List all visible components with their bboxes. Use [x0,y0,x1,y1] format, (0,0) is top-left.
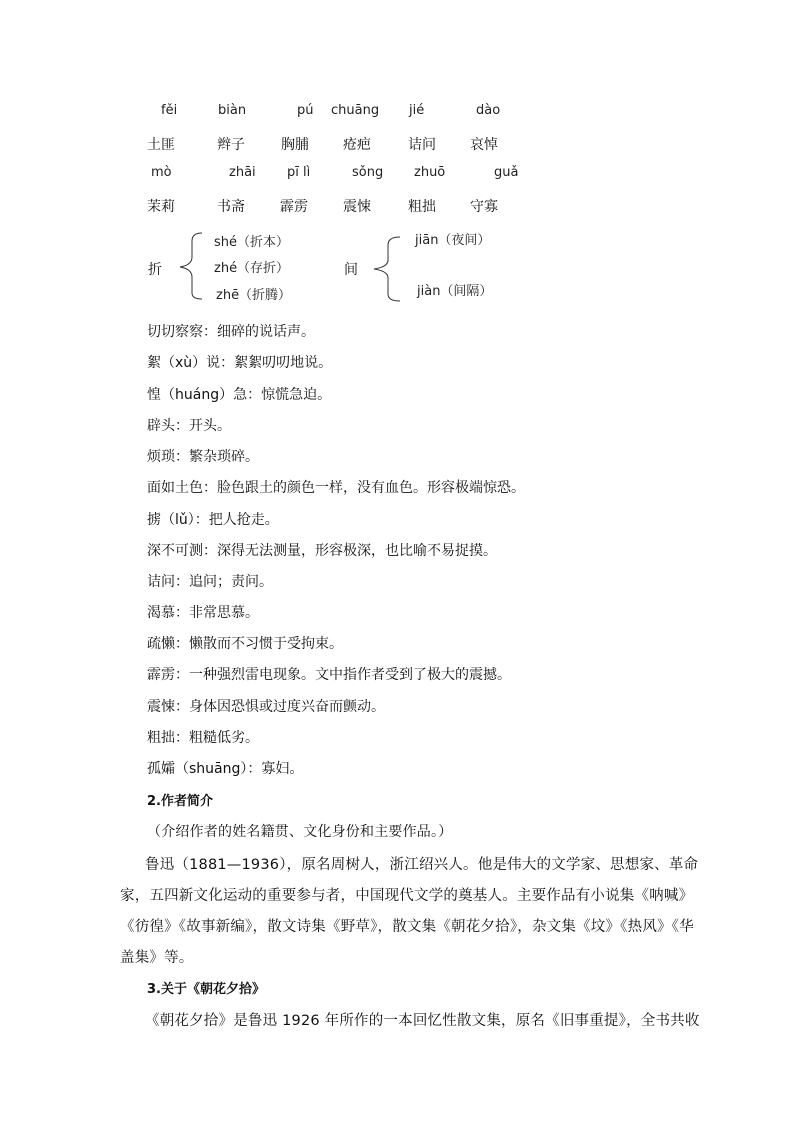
word-aidao: 哀悼 [470,137,498,153]
polyphone-char-zhe: 折 [148,262,162,278]
definition-item: 掳（lǔ）：把人抢走。 [147,512,279,528]
definition-item: 絮（xù）说：絮絮叨叨地说。 [147,355,333,371]
definition-item: 渴慕：非常思慕。 [147,605,259,621]
word-jiewen: 诘问 [408,137,436,153]
section-heading-author: 2.作者简介 [147,794,213,809]
word-xiongpu: 胸脯 [281,137,309,153]
section-heading-book: 3.关于《朝花夕拾》 [147,982,265,997]
definition-item: 辟头：开头。 [147,418,231,434]
definition-item: 烦琐：繁杂琐碎。 [147,449,259,465]
pinyin-pu: pú [297,103,314,118]
reading-jian4: jiàn（间隔） [417,284,493,299]
left-brace-zhe [174,230,206,302]
pinyin-dao: dào [476,103,501,118]
pinyin-pili: pī lì [287,165,311,180]
word-moli: 茉莉 [147,199,175,215]
word-bianzi: 辫子 [217,137,245,153]
pinyin-jie: jié [409,103,425,118]
definition-item: 孤孀（shuāng）：寡妇。 [147,761,304,777]
paragraph-line: 《彷徨》《故事新编》，散文诗集《野草》，散文集《朝花夕拾》，杂文集《坟》《热风》《华 [120,919,694,935]
word-shougua: 守寡 [470,199,498,215]
definition-item: 面如土色：脸色跟土的颜色一样，没有血色。形容极端惊恐。 [147,480,525,496]
paragraph-line: 《朝花夕拾》是鲁迅 1926 年所作的一本回忆性散文集，原名《旧事重提》，全书共收 [145,1013,700,1029]
definition-item: 疏懒：懒散而不习惯于受拘束。 [147,636,343,652]
paragraph-line: 家，五四新文化运动的重要参与者，中国现代文学的奠基人。主要作品有小说集《呐喊》 [120,888,694,904]
pinyin-mo: mò [151,165,172,180]
paragraph-line: 鲁迅（1881—1936），原名周树人，浙江绍兴人。他是伟大的文学家、思想家、革命 [145,857,699,873]
definition-item: 惶（huáng）急：惊慌急迫。 [147,387,332,403]
word-pili: 霹雳 [280,199,308,215]
left-brace-jian [368,234,404,304]
definition-item: 深不可测：深得无法测量，形容极深，也比喻不易捉摸。 [147,543,497,559]
word-shuzhai: 书斋 [217,199,245,215]
definition-item: 诘问：追问；责问。 [147,574,273,590]
word-tufei: 土匪 [147,137,175,153]
definition-item: 粗拙：粗糙低劣。 [147,730,259,746]
pinyin-bian: biàn [218,103,247,118]
definition-item: 切切察察：细碎的说话声。 [147,324,315,340]
pinyin-fei: fěi [161,103,178,118]
pinyin-song: sǒng [352,165,384,180]
reading-zhe2: zhé（存折） [214,261,290,276]
pinyin-gua: guǎ [494,165,519,180]
word-chuangba: 疮疤 [343,137,371,153]
reading-jian1: jiān（夜间） [415,233,491,248]
reading-zhe1: zhē（折腾） [216,288,292,303]
word-cuzhuo: 粗拙 [408,199,436,215]
pinyin-chuang: chuāng [331,103,380,118]
definition-item: 霹雳：一种强烈雷电现象。文中指作者受到了极大的震撼。 [147,667,511,683]
word-zhensong: 震悚 [343,199,371,215]
definition-item: 震悚：身体因恐惧或过度兴奋而颤动。 [147,699,385,715]
reading-she: shé（折本） [214,235,290,250]
pinyin-zhuo: zhuō [414,165,446,180]
pinyin-zhai: zhāi [229,165,256,180]
paragraph-line: 盖集》等。 [120,950,194,966]
polyphone-char-jian: 间 [344,262,358,278]
section-note: （介绍作者的姓名籍贯、文化身份和主要作品。） [147,824,453,840]
